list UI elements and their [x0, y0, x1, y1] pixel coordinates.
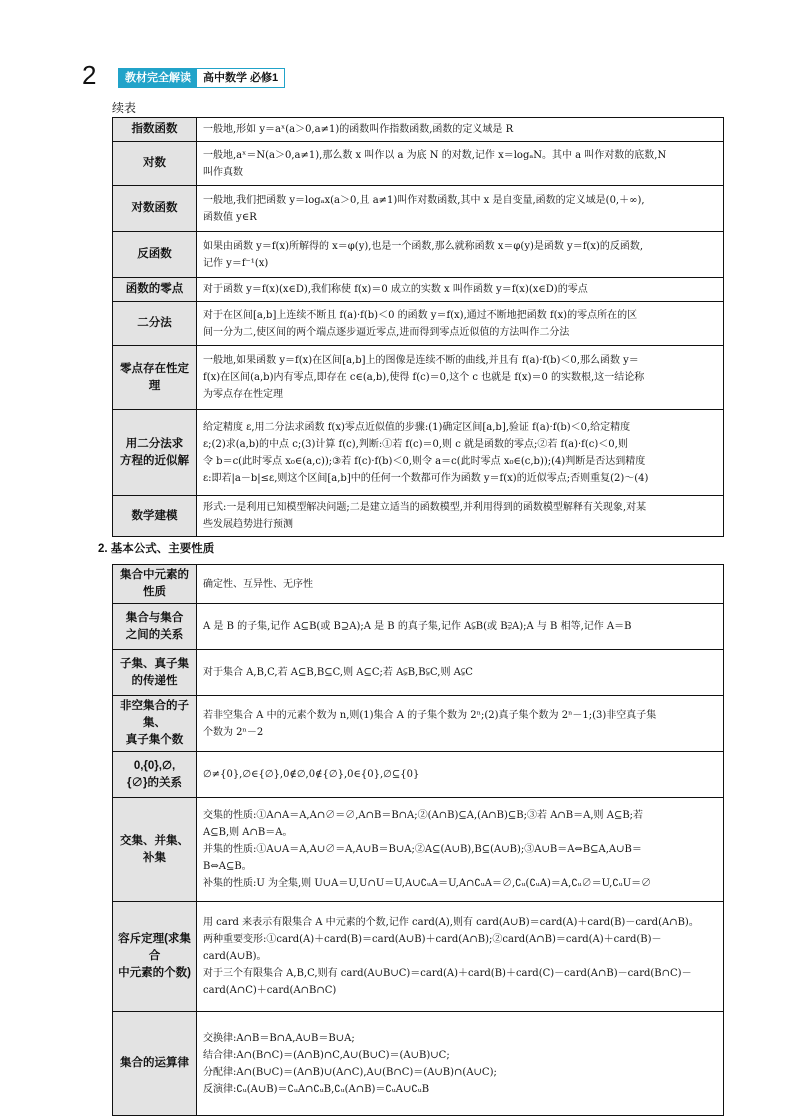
- table-row: [113, 278, 724, 302]
- table-row: [113, 232, 724, 278]
- term-label: 函数的零点: [125, 283, 184, 295]
- table-row: [113, 1012, 724, 1116]
- term-cell: [113, 650, 197, 696]
- definition-cell: [197, 902, 724, 1012]
- definition-line: 函数值 y∈R: [203, 211, 257, 223]
- term-label: 方程的近似解: [120, 454, 189, 467]
- table-row: [113, 410, 724, 496]
- term-cell: [113, 232, 197, 278]
- definition-line: 对于在区间[a,b]上连续不断且 f(a)·f(b)＜0 的函数 y＝f(x),通过不断地把函数 f(x)的零点所在的区: [203, 309, 638, 321]
- term-cell: [113, 696, 197, 752]
- term-label: 非空集合的子集、: [120, 700, 189, 729]
- table-row: [113, 496, 724, 537]
- definition-line: 交换律:A∩B＝B∩A,A∪B＝B∪A;: [203, 1032, 355, 1044]
- definition-cell: [197, 302, 724, 346]
- term-label: 集合的运算律: [120, 1057, 189, 1069]
- term-label: 对数函数: [131, 202, 178, 214]
- definition-line: 反演律:∁ᵤ(A∪B)＝∁ᵤA∩∁ᵤB,∁ᵤ(A∩B)＝∁ᵤA∪∁ᵤB: [203, 1083, 430, 1095]
- term-cell: [113, 496, 197, 537]
- definition-line: 对于函数 y＝f(x)(x∈D),我们称使 f(x)＝0 成立的实数 x 叫作函数 y＝f(x)(x∈D)的零点: [203, 284, 588, 295]
- definition-line: 对于集合 A,B,C,若 A⊆B,B⊆C,则 A⊆C;若 A⫋B,B⫋C,则 A⫋C: [203, 667, 473, 678]
- term-cell: [113, 278, 197, 302]
- definition-line: card(A∩C)＋card(A∩B∩C): [203, 985, 337, 996]
- definition-cell: [197, 118, 724, 142]
- definition-cell: [197, 650, 724, 696]
- book-badge: [118, 68, 285, 88]
- table-row: [113, 565, 724, 604]
- definition-line: A 是 B 的子集,记作 A⊆B(或 B⊇A);A 是 B 的真子集,记作 A⫋B(或 B⫌A);A 与 B 相等,记作 A＝B: [203, 621, 632, 632]
- term-label: 容斥定理(求集合: [118, 933, 191, 962]
- definition-line: f(x)在区间(a,b)内有零点,即存在 c∈(a,b),使得 f(c)＝0,这个 c 也就是 f(x)＝0 的实数根,这一结论称: [203, 372, 645, 383]
- term-label: 零点存在性定理: [120, 362, 189, 392]
- term-cell: [113, 752, 197, 798]
- definition-line: 补集的性质:U 为全集,则 U∪A＝U,U∩U＝U,A∪∁ᵤA＝U,A∩∁ᵤA＝∅,∁ᵤ(∁ᵤA)＝A,∁ᵤ∅＝U,∁ᵤU＝∅: [203, 878, 652, 889]
- definitions-table: [112, 117, 724, 537]
- table-row: [113, 650, 724, 696]
- term-label: {∅}的关系: [127, 776, 182, 789]
- definition-cell: [197, 1012, 724, 1116]
- formulas-table: [112, 564, 724, 1116]
- definition-line: 记作 y＝f⁻¹(x): [203, 257, 269, 269]
- continued-label: 续表: [112, 101, 137, 115]
- term-cell: [113, 902, 197, 1012]
- table-row: [113, 752, 724, 798]
- table-row: [113, 118, 724, 142]
- definition-line: 令 b＝c(此时零点 x₀∈(a,c));③若 f(c)·f(b)＜0,则令 a＝c(此时零点 x₀∈(c,b));(4)判断是否达到精度: [203, 455, 646, 467]
- definition-line: 间一分为二,使区间的两个端点逐步逼近零点,进而得到零点近似值的方法叫作二分法: [203, 326, 570, 338]
- definition-line: 用 card 来表示有限集合 A 中元素的个数,记作 card(A),则有 card(A∪B)＝card(A)＋card(B)－card(A∩B)。: [203, 917, 699, 928]
- definition-line: 分配律:A∩(B∪C)＝(A∩B)∪(A∩C),A∪(B∩C)＝(A∪B)∩(A∪C);: [203, 1066, 497, 1078]
- term-cell: [113, 346, 197, 410]
- definition-cell: [197, 232, 724, 278]
- term-label: 0,{0},∅,: [133, 759, 176, 772]
- definition-cell: [197, 565, 724, 604]
- definition-line: 并集的性质:①A∪A＝A,A∪∅＝A,A∪B＝B∪A;②A⊆(A∪B),B⊆(A∪B);③A∪B＝A⇔B⊆A,A∪B＝: [203, 844, 642, 855]
- table-row: [113, 346, 724, 410]
- definition-line: 一般地,如果函数 y＝f(x)在区间[a,b]上的图像是连续不断的曲线,并且有 f(a)·f(b)＜0,那么函数 y＝: [203, 355, 639, 366]
- page-number: 2: [82, 60, 97, 90]
- definition-cell: [197, 496, 724, 537]
- definition-line: card(A∪B)。: [203, 951, 267, 962]
- definition-cell: [197, 186, 724, 232]
- definition-line: 两种重要变形:①card(A)＋card(B)＝card(A∪B)＋card(A∩B);②card(A∩B)＝card(A)＋card(B)－: [203, 934, 662, 945]
- definition-cell: [197, 278, 724, 302]
- definition-cell: [197, 346, 724, 410]
- table-row: [113, 798, 724, 902]
- term-label: 用二分法求: [125, 437, 184, 450]
- definition-line: 一般地,aˣ＝N(a＞0,a≠1),那么数 x 叫作以 a 为底 N 的对数,记作 x＝logₐN。其中 a 叫作对数的底数,N: [203, 149, 667, 161]
- definition-line: ε;(2)求(a,b)的中点 c;(3)计算 f(c),判断:①若 f(c)＝0,则 c 就是函数的零点;②若 f(a)·f(c)＜0,则: [203, 438, 628, 450]
- definition-cell: [197, 752, 724, 798]
- definition-line: 一般地,我们把函数 y＝logₐx(a＞0,且 a≠1)叫作对数函数,其中 x 是自变量,函数的定义域是(0,＋∞),: [203, 194, 645, 206]
- badge-series: 教材完全解读: [119, 69, 197, 87]
- term-label: 中元素的个数): [118, 967, 191, 979]
- term-cell: [113, 118, 197, 142]
- term-label: 二分法: [137, 317, 172, 329]
- term-cell: [113, 565, 197, 604]
- definition-line: ε:即若|a－b|≤ε,则这个区间[a,b]中的任何一个数都可作为函数 y＝f(x)的近似零点;否则重复(2)～(4): [203, 472, 649, 484]
- table-row: [113, 186, 724, 232]
- table-row: [113, 302, 724, 346]
- term-cell: [113, 1012, 197, 1116]
- term-label: 真子集个数: [125, 734, 184, 746]
- definition-cell: [197, 142, 724, 186]
- term-label: 之间的关系: [125, 628, 184, 641]
- definition-line: ∅≠{0},∅∈{∅},0∉∅,0∉{∅},0∈{0},∅⊆{0}: [203, 769, 420, 780]
- term-cell: [113, 302, 197, 346]
- term-label: 集合与集合: [125, 611, 184, 624]
- term-label: 指数函数: [131, 123, 178, 135]
- term-cell: [113, 142, 197, 186]
- definition-line: 结合律:A∩(B∩C)＝(A∩B)∩C,A∪(B∪C)＝(A∪B)∪C;: [203, 1049, 450, 1061]
- table-row: [113, 902, 724, 1012]
- section-2-title: 2. 基本公式、主要性质: [98, 543, 215, 555]
- definition-cell: [197, 604, 724, 650]
- definition-line: A⊆B,则 A∩B＝A。: [203, 827, 293, 838]
- badge-subject: 高中数学 必修1: [197, 69, 284, 87]
- definition-line: 交集的性质:①A∩A＝A,A∩∅＝∅,A∩B＝B∩A;②(A∩B)⊆A,(A∩B)⊆B;③若 A∩B＝A,则 A⊆B;若: [203, 810, 644, 821]
- definition-cell: [197, 798, 724, 902]
- table-row: [113, 696, 724, 752]
- term-label: 集合中元素的性质: [120, 569, 189, 598]
- definition-line: 些发展趋势进行预测: [203, 519, 293, 530]
- definition-line: 如果由函数 y＝f(x)所解得的 x＝φ(y),也是一个函数,那么就称函数 x＝φ(y)是函数 y＝f(x)的反函数,: [203, 240, 644, 252]
- term-label: 子集、真子集: [120, 657, 189, 670]
- table-row: [113, 142, 724, 186]
- definition-line: 个数为 2ⁿ－2: [203, 726, 264, 738]
- definition-line: 对于三个有限集合 A,B,C,则有 card(A∪B∪C)＝card(A)＋card(B)＋card(C)－card(A∩B)－card(B∩C)－: [203, 968, 692, 979]
- definition-line: 一般地,形如 y＝aˣ(a＞0,a≠1)的函数叫作指数函数,函数的定义域是 R: [203, 124, 514, 135]
- term-cell: [113, 186, 197, 232]
- definition-line: 若非空集合 A 中的元素个数为 n,则(1)集合 A 的子集个数为 2ⁿ;(2)真子集个数为 2ⁿ－1;(3)非空真子集: [203, 709, 657, 721]
- definition-cell: [197, 410, 724, 496]
- term-label: 对数: [143, 157, 166, 169]
- term-cell: [113, 798, 197, 902]
- definition-cell: [197, 696, 724, 752]
- table-row: [113, 604, 724, 650]
- definition-line: 为零点存在性定理: [203, 389, 283, 400]
- definition-line: 给定精度 ε,用二分法求函数 f(x)零点近似值的步骤:(1)确定区间[a,b],验证 f(a)·f(b)＜0,给定精度: [203, 421, 631, 433]
- term-label: 反函数: [137, 248, 172, 260]
- definition-line: 形式:一是利用已知模型解决问题;二是建立适当的函数模型,并利用得到的函数模型解释有关现象,对某: [203, 502, 647, 513]
- term-cell: [113, 604, 197, 650]
- term-cell: [113, 410, 197, 496]
- definition-line: 叫作真数: [203, 166, 243, 178]
- term-label: 数学建模: [131, 509, 178, 522]
- definition-line: B⇔A⊆B。: [203, 861, 252, 872]
- term-label: 交集、并集、补集: [120, 834, 189, 864]
- definition-line: 确定性、互异性、无序性: [203, 578, 313, 590]
- term-label: 的传递性: [131, 674, 178, 687]
